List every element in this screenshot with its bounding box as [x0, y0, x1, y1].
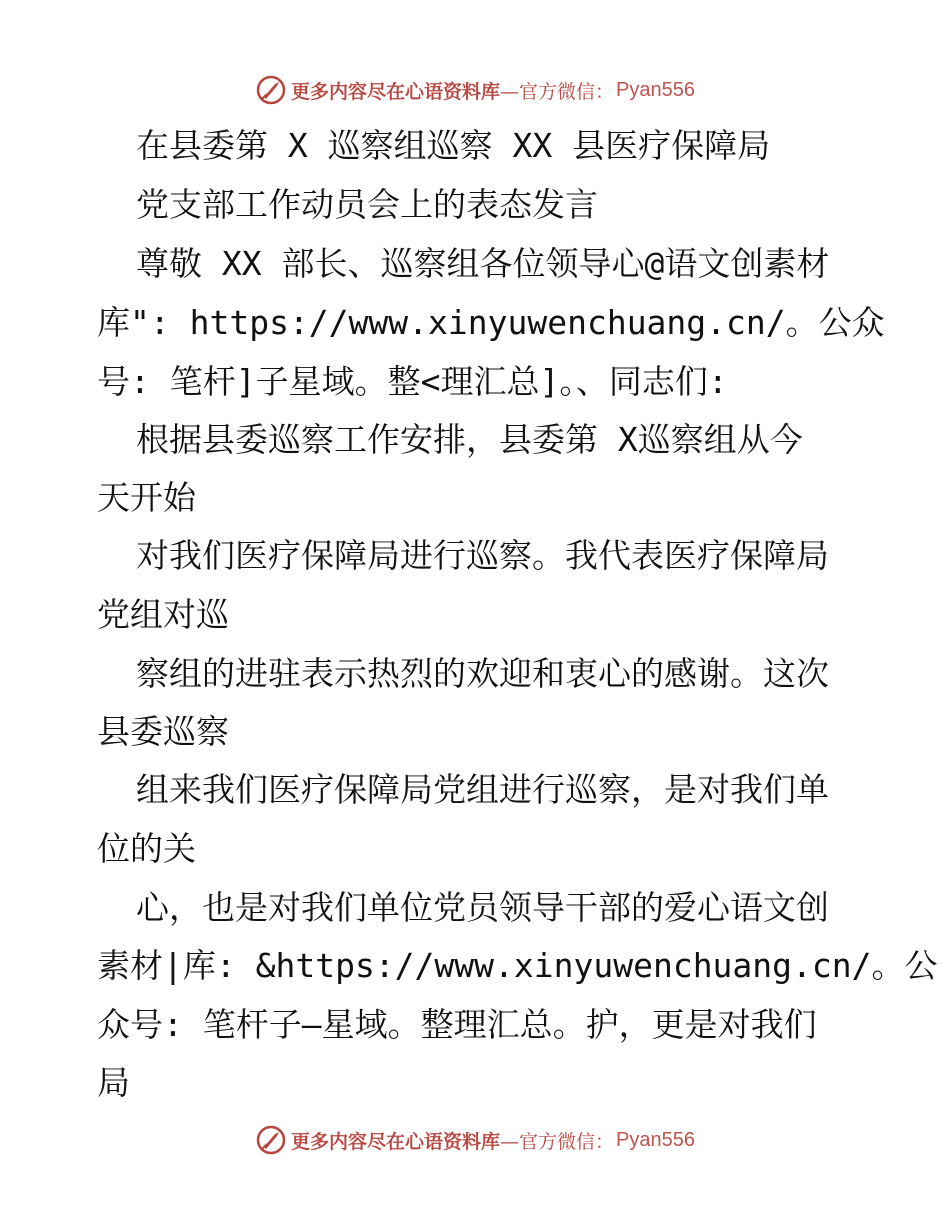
text-line: 库": https://www.xinyuwenchuang.cn/。公众: [97, 303, 885, 342]
text-line: 号: 笔杆]子星域。整<理汇总]。、同志们:: [97, 362, 728, 401]
banner-sub-text: —官方微信：: [500, 80, 615, 103]
banner-main-text: 更多内容尽在心语资料库: [291, 80, 501, 103]
text-line: 察组的进驻表示热烈的欢迎和衷心的感谢。这次: [136, 654, 829, 693]
footer-banner: [0, 1122, 950, 1158]
text-line: 局: [97, 1063, 130, 1102]
title-line-1: 在县委第 X 巡察组巡察 XX 县医疗保障局: [136, 126, 771, 165]
banner-main-text: 更多内容尽在心语资料库: [291, 1130, 501, 1153]
quill-logo-icon: [255, 1124, 287, 1156]
text-line: 尊敬 XX 部长、巡察组各位领导心@语文创素材: [136, 244, 830, 283]
text-line: 县委巡察: [97, 712, 229, 751]
text-line: 对我们医疗保障局进行巡察。我代表医疗保障局: [136, 536, 829, 575]
text-line: 位的关: [97, 829, 196, 868]
quill-logo-icon: [255, 74, 287, 106]
banner-wechat-id: Pyan556: [616, 78, 695, 101]
text-line: 素材|库: &https://www.xinyuwenchuang.cn/。公: [97, 946, 938, 985]
banner-sub-text: —官方微信：: [500, 1130, 615, 1153]
text-line: 根据县委巡察工作安排，县委第 X巡察组从今: [136, 420, 803, 459]
text-line: 天开始: [97, 478, 196, 517]
banner-wechat-id: Pyan556: [616, 1128, 695, 1151]
title-line-2: 党支部工作动员会上的表态发言: [136, 185, 598, 224]
header-banner: [0, 72, 950, 108]
text-line: 众号: 笔杆子—星域。整理汇总。护，更是对我们: [97, 1005, 817, 1044]
text-line: 党组对巡: [97, 595, 229, 634]
text-line: 心，也是对我们单位党员领导干部的爱心语文创: [136, 888, 829, 927]
text-line: 组来我们医疗保障局党组进行巡察，是对我们单: [136, 770, 829, 809]
